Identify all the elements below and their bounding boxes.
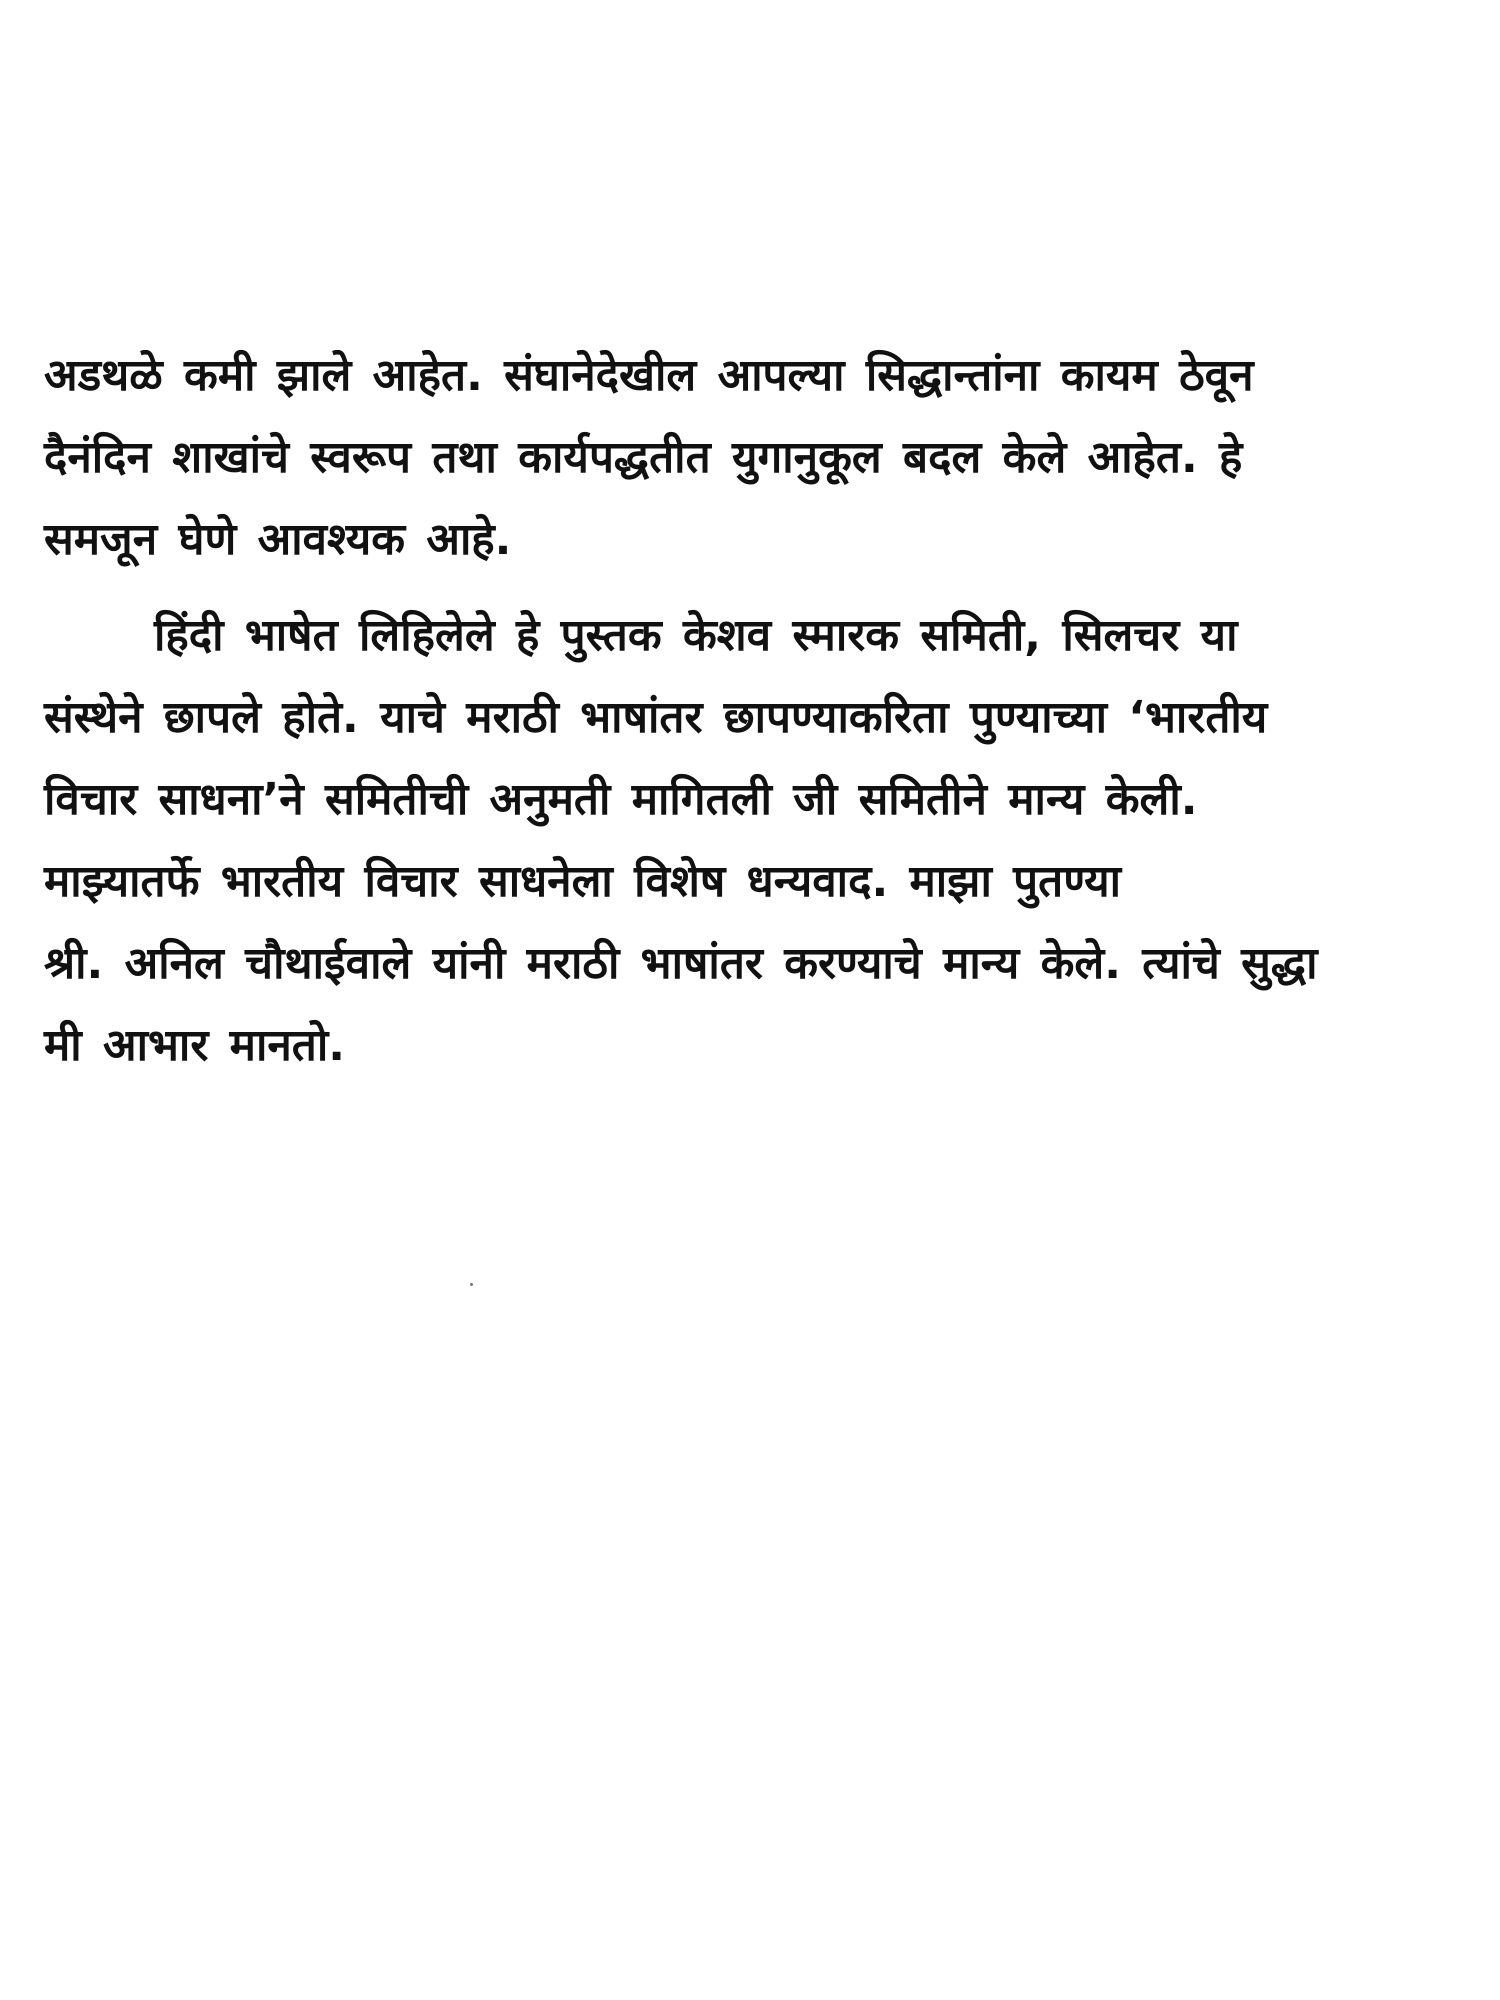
text-line: संस्थेने छापले होते. याचे मराठी भाषांतर छापण्याकरिता पुण्याच्या ‘भारतीय bbox=[44, 692, 1268, 743]
text-line: विचार साधना’ने समितीची अनुमती मागितली जी समितीने मान्य केली. bbox=[44, 774, 1198, 825]
paragraph-spacer bbox=[44, 581, 1454, 595]
text-line: श्री. अनिल चौथाईवाले यांनी मराठी भाषांतर करण्याचे मान्य केले. त्यांचे सुद्धा bbox=[44, 938, 1318, 989]
text-line: हिंदी भाषेत लिहिलेले हे पुस्तक केशव स्मारक समिती, सिलचर या bbox=[154, 610, 1238, 661]
text-line: दैनंदिन शाखांचे स्वरूप तथा कार्यपद्धतीत युगानुकूल बदल केले आहेत. हे bbox=[44, 432, 1243, 483]
paragraph-2 bbox=[44, 595, 1454, 1087]
text-line: मी आभार मानतो. bbox=[44, 1020, 345, 1071]
text-line: अडथळे कमी झाले आहेत. संघानेदेखील आपल्या सिद्धान्तांना कायम ठेवून bbox=[44, 350, 1254, 401]
text-line: माझ्यातर्फे भारतीय विचार साधनेला विशेष धन्यवाद. माझा पुतण्या bbox=[44, 856, 1122, 907]
scan-speck bbox=[470, 1283, 473, 1286]
paragraph-1 bbox=[44, 335, 1454, 581]
body-text bbox=[44, 335, 1454, 1087]
text-line: समजून घेणे आवश्यक आहे. bbox=[44, 514, 512, 565]
